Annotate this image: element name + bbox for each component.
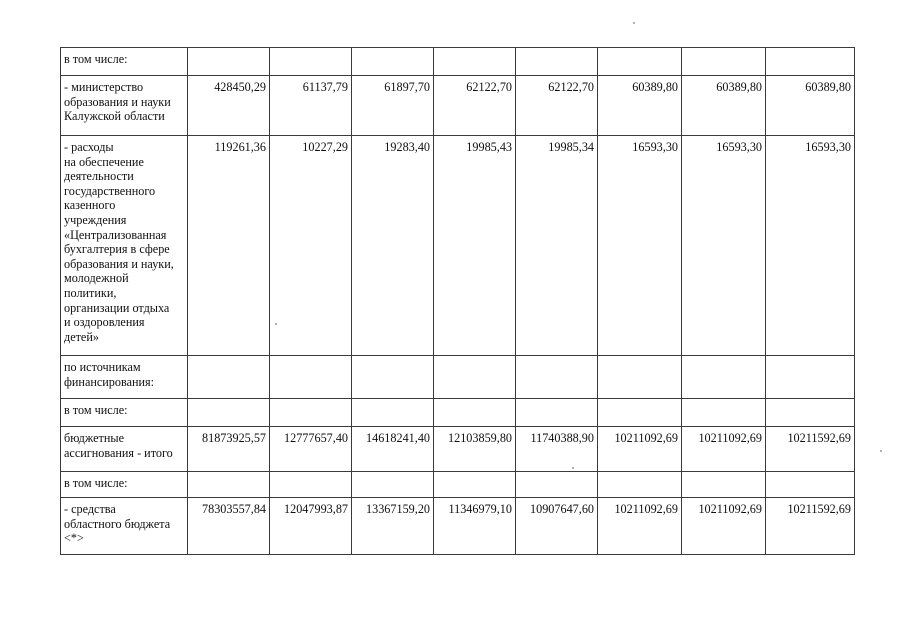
table-cell xyxy=(682,356,766,399)
table-cell: 19985,43 xyxy=(434,136,516,356)
table-cell: 14618241,40 xyxy=(352,427,434,472)
table-cell: 19985,34 xyxy=(516,136,598,356)
table-cell xyxy=(766,48,855,76)
table-cell xyxy=(352,399,434,427)
table-cell: 62122,70 xyxy=(434,76,516,136)
table-row xyxy=(61,136,855,356)
table-cell xyxy=(682,399,766,427)
table-cell xyxy=(682,472,766,498)
table-cell xyxy=(352,48,434,76)
table-cell: 62122,70 xyxy=(516,76,598,136)
table-cell: 60389,80 xyxy=(766,76,855,136)
table-cell: 12047993,87 xyxy=(270,498,352,555)
table-cell xyxy=(270,48,352,76)
table-cell xyxy=(434,472,516,498)
table-cell: 12103859,80 xyxy=(434,427,516,472)
table-cell: 19283,40 xyxy=(352,136,434,356)
table-cell xyxy=(516,356,598,399)
scan-speck xyxy=(572,467,574,469)
row-label: в том числе: xyxy=(61,399,188,427)
table-cell: 60389,80 xyxy=(682,76,766,136)
table-cell xyxy=(434,48,516,76)
table-cell: 10211092,69 xyxy=(682,427,766,472)
table-cell xyxy=(352,356,434,399)
table-cell: 60389,80 xyxy=(598,76,682,136)
table-cell: 78303557,84 xyxy=(188,498,270,555)
row-label: - расходы на обеспечение деятельности государственного казенного учреждения «Централизованная бухгалтерия в сфере образования и науки, молодежной политики, организации отдыха и оздоровления детей» xyxy=(61,136,188,356)
table-cell xyxy=(516,48,598,76)
table-cell: 11740388,90 xyxy=(516,427,598,472)
table-cell: 10211592,69 xyxy=(766,498,855,555)
table-cell xyxy=(270,356,352,399)
table-cell xyxy=(516,399,598,427)
table-cell xyxy=(270,399,352,427)
table-cell xyxy=(766,472,855,498)
budget-table xyxy=(60,47,855,555)
table-row xyxy=(61,498,855,555)
row-label: в том числе: xyxy=(61,48,188,76)
table-cell xyxy=(766,399,855,427)
table-cell: 16593,30 xyxy=(682,136,766,356)
table-row xyxy=(61,399,855,427)
table-row xyxy=(61,76,855,136)
table-row xyxy=(61,356,855,399)
table-cell: 11346979,10 xyxy=(434,498,516,555)
table-cell: 16593,30 xyxy=(766,136,855,356)
table-cell xyxy=(352,472,434,498)
table-cell: 10227,29 xyxy=(270,136,352,356)
table-cell xyxy=(188,472,270,498)
table-cell xyxy=(434,399,516,427)
table-cell: 10211092,69 xyxy=(682,498,766,555)
table-cell xyxy=(598,399,682,427)
table-cell xyxy=(188,48,270,76)
table-cell: 10211092,69 xyxy=(598,498,682,555)
table-body xyxy=(61,48,855,555)
table-cell xyxy=(270,472,352,498)
table-cell: 81873925,57 xyxy=(188,427,270,472)
table-cell: 10211092,69 xyxy=(598,427,682,472)
row-label: - министерство образования и науки Калужской области xyxy=(61,76,188,136)
row-label: в том числе: xyxy=(61,472,188,498)
scan-speck xyxy=(275,323,277,325)
table-row xyxy=(61,48,855,76)
table-cell xyxy=(188,399,270,427)
table-cell xyxy=(434,356,516,399)
table-cell xyxy=(598,472,682,498)
row-label: по источникам финансирования: xyxy=(61,356,188,399)
table-cell xyxy=(598,48,682,76)
scan-speck xyxy=(633,22,635,24)
table-cell xyxy=(188,356,270,399)
table-cell xyxy=(766,356,855,399)
table-cell: 16593,30 xyxy=(598,136,682,356)
table-cell: 12777657,40 xyxy=(270,427,352,472)
table-cell xyxy=(598,356,682,399)
scan-speck xyxy=(880,450,882,452)
table-row xyxy=(61,472,855,498)
table-cell xyxy=(516,472,598,498)
table-cell: 119261,36 xyxy=(188,136,270,356)
row-label: - средства областного бюджета <*> xyxy=(61,498,188,555)
table-cell: 13367159,20 xyxy=(352,498,434,555)
table-cell: 428450,29 xyxy=(188,76,270,136)
row-label: бюджетные ассигнования - итого xyxy=(61,427,188,472)
table-cell xyxy=(682,48,766,76)
table-row xyxy=(61,427,855,472)
table-cell: 10907647,60 xyxy=(516,498,598,555)
table-cell: 10211592,69 xyxy=(766,427,855,472)
table-cell: 61897,70 xyxy=(352,76,434,136)
table-cell: 61137,79 xyxy=(270,76,352,136)
